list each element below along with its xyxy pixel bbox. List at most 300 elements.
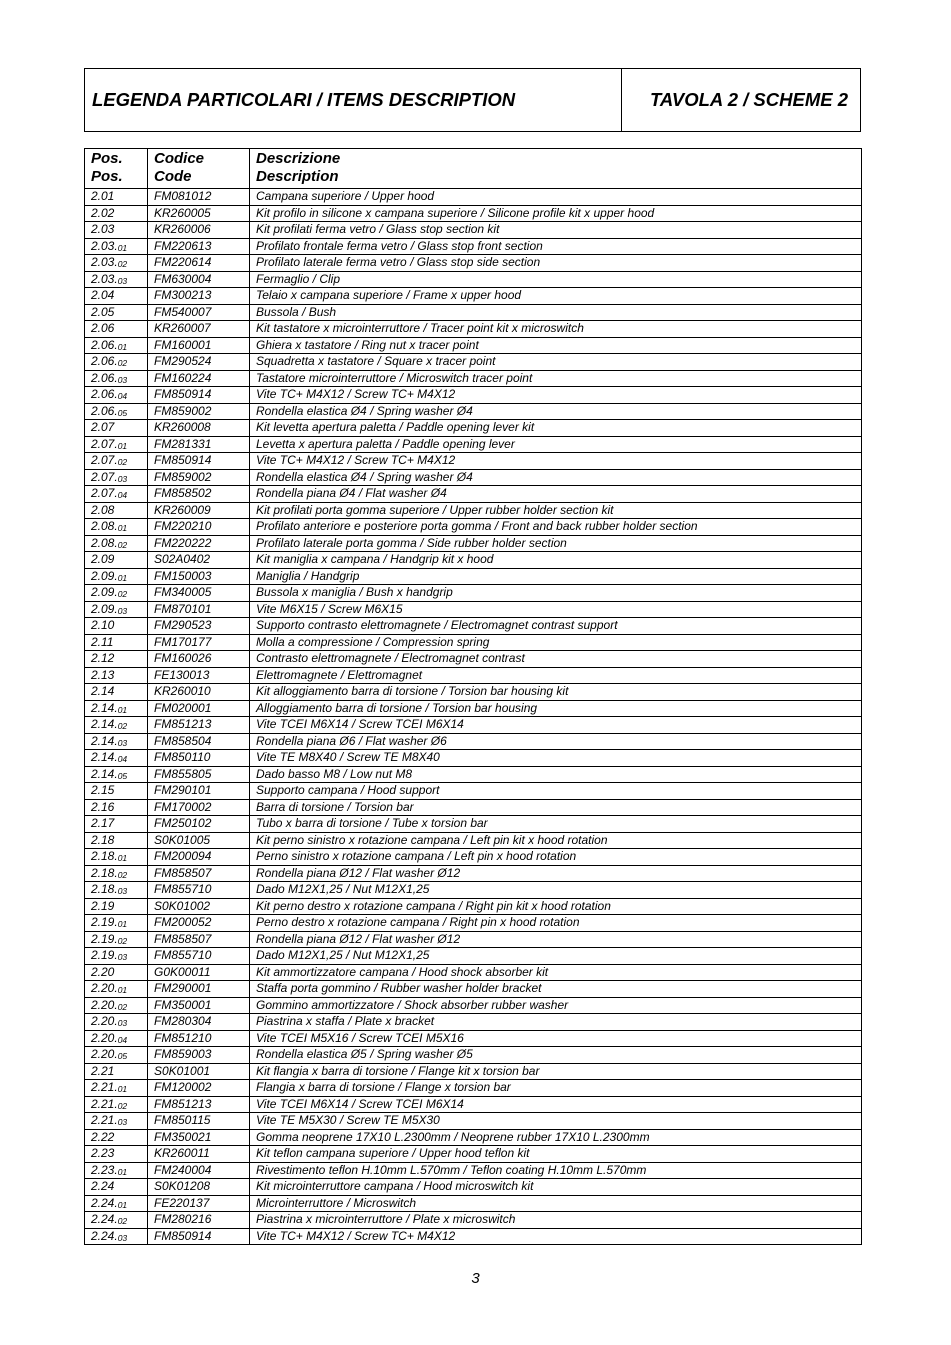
table-row xyxy=(85,486,862,503)
code-cell: FM081012 xyxy=(148,189,250,206)
position-cell xyxy=(85,849,148,866)
table-row xyxy=(85,585,862,602)
position-number: 2.23. xyxy=(91,1162,118,1177)
items-table xyxy=(84,148,862,1245)
code-cell: FM220614 xyxy=(148,255,250,272)
table-row xyxy=(85,552,862,569)
code-cell: KR260008 xyxy=(148,420,250,437)
table-row xyxy=(85,667,862,684)
position-number: 2.21. xyxy=(91,1080,118,1094)
code-cell: S0K01001 xyxy=(148,1063,250,1080)
position-subnumber: 01 xyxy=(117,853,128,863)
position-cell xyxy=(85,981,148,998)
table-row xyxy=(85,733,862,750)
code-cell: FM855805 xyxy=(148,766,250,783)
position-subnumber: 01 xyxy=(117,572,128,583)
position-number: 2.07. xyxy=(91,453,118,467)
code-cell: FM850914 xyxy=(148,1228,250,1245)
position-cell xyxy=(85,502,148,519)
position-number: 2.09. xyxy=(91,585,118,599)
code-cell: FM170177 xyxy=(148,634,250,651)
position-cell xyxy=(85,799,148,816)
table-row xyxy=(85,502,862,519)
code-cell: FM290001 xyxy=(148,981,250,998)
position-number: 2.18. xyxy=(91,849,118,863)
position-cell xyxy=(85,1195,148,1212)
description-cell: Kit profilati porta gomma superiore / Upper rubber holder section kit xyxy=(250,502,862,519)
table-row xyxy=(85,717,862,734)
table-row xyxy=(85,948,862,965)
column-header-pos xyxy=(85,149,148,189)
table-row xyxy=(85,816,862,833)
description-cell: Rondella piana Ø12 / Flat washer Ø12 xyxy=(250,931,862,948)
position-subnumber: 05 xyxy=(117,770,128,781)
position-cell xyxy=(85,766,148,783)
scheme-label: TAVOLA 2 / SCHEME 2 xyxy=(649,89,848,110)
position-cell xyxy=(85,222,148,239)
code-cell: FM850115 xyxy=(148,1113,250,1130)
table-row xyxy=(85,783,862,800)
table-row xyxy=(85,255,862,272)
description-cell: Contrasto elettromagnete / Electromagnet contrast xyxy=(250,651,862,668)
description-cell: Perno destro x rotazione campana / Right pin x hood rotation xyxy=(250,915,862,932)
table-row xyxy=(85,1063,862,1080)
table-header-row xyxy=(85,149,862,189)
description-cell: Ghiera x tastatore / Ring nut x tracer point xyxy=(250,337,862,354)
code-cell: FM540007 xyxy=(148,304,250,321)
position-number: 2.07. xyxy=(91,486,118,500)
position-cell xyxy=(85,205,148,222)
code-cell: KR260011 xyxy=(148,1146,250,1163)
position-subnumber: 03 xyxy=(117,374,128,385)
position-number: 2.19. xyxy=(91,948,118,962)
table-body xyxy=(85,189,862,1245)
description-cell: Kit perno sinistro x rotazione campana / Left pin kit x hood rotation xyxy=(250,832,862,849)
table-row xyxy=(85,1212,862,1229)
position-number: 2.02 xyxy=(91,205,115,220)
position-cell xyxy=(85,519,148,536)
table-row xyxy=(85,238,862,255)
description-cell: Kit alloggiamento barra di torsione / Torsion bar housing kit xyxy=(250,684,862,701)
position-number: 2.14 xyxy=(91,684,115,698)
position-number: 2.18. xyxy=(91,865,118,880)
code-cell: FM850110 xyxy=(148,750,250,767)
position-cell xyxy=(85,634,148,651)
code-cell: FM858502 xyxy=(148,486,250,503)
description-cell: Kit tastatore x microinterruttore / Tracer point kit x microswitch xyxy=(250,321,862,338)
description-cell: Kit flangia x barra di torsione / Flange kit x torsion bar xyxy=(250,1063,862,1080)
table-row xyxy=(85,1080,862,1097)
position-cell xyxy=(85,469,148,486)
code-cell: FM200052 xyxy=(148,915,250,932)
position-number: 2.04 xyxy=(91,288,115,302)
position-number: 2.07. xyxy=(91,469,118,484)
description-cell: Vite TE M5X30 / Screw TE M5X30 xyxy=(250,1113,862,1130)
position-number: 2.21. xyxy=(91,1096,118,1111)
description-cell: Profilato laterale ferma vetro / Glass stop side section xyxy=(250,255,862,272)
code-cell: FM850914 xyxy=(148,453,250,470)
description-cell: Gomma neoprene 17X10 L.2300mm / Neoprene rubber 17X10 L.2300mm xyxy=(250,1129,862,1146)
position-subnumber: 02 xyxy=(117,358,128,368)
position-cell xyxy=(85,189,148,206)
position-subnumber: 01 xyxy=(117,1199,128,1210)
code-cell: S0K01208 xyxy=(148,1179,250,1196)
code-cell: FM290101 xyxy=(148,783,250,800)
table-row xyxy=(85,1146,862,1163)
table-row xyxy=(85,618,862,635)
position-subnumber: 03 xyxy=(117,952,128,962)
code-cell: FM855710 xyxy=(148,948,250,965)
description-cell: Piastrina x microinterruttore / Plate x microswitch xyxy=(250,1212,862,1229)
position-number: 2.14. xyxy=(91,700,118,715)
description-cell: Piastrina x staffa / Plate x bracket xyxy=(250,1014,862,1031)
table-row xyxy=(85,403,862,420)
position-number: 2.06 xyxy=(91,321,115,335)
position-cell xyxy=(85,1030,148,1047)
position-subnumber: 03 xyxy=(117,886,128,896)
description-cell: Tubo x barra di torsione / Tube x torsion bar xyxy=(250,816,862,833)
description-cell: Alloggiamento barra di torsione / Torsion bar housing xyxy=(250,700,862,717)
position-cell xyxy=(85,717,148,734)
code-cell: FM850914 xyxy=(148,387,250,404)
description-cell: Rondella piana Ø4 / Flat washer Ø4 xyxy=(250,486,862,503)
position-subnumber: 02 xyxy=(117,935,128,946)
description-cell: Bussola x maniglia / Bush x handgrip xyxy=(250,585,862,602)
table-row xyxy=(85,568,862,585)
description-cell: Vite TCEI M6X14 / Screw TCEI M6X14 xyxy=(250,1096,862,1113)
position-cell xyxy=(85,931,148,948)
code-cell: S02A0402 xyxy=(148,552,250,569)
position-cell xyxy=(85,733,148,750)
table-row xyxy=(85,1129,862,1146)
position-cell xyxy=(85,1063,148,1080)
position-number: 2.16 xyxy=(91,799,115,814)
description-cell: Kit perno destro x rotazione campana / Right pin kit x hood rotation xyxy=(250,898,862,915)
code-cell: FM870101 xyxy=(148,601,250,618)
position-cell xyxy=(85,288,148,305)
header-code-it: Codice xyxy=(154,150,205,167)
position-cell xyxy=(85,387,148,404)
table-row xyxy=(85,1014,862,1031)
position-subnumber: 01 xyxy=(117,523,128,533)
position-number: 2.07. xyxy=(91,436,118,451)
table-row xyxy=(85,981,862,998)
position-number: 2.14. xyxy=(91,733,118,748)
position-cell xyxy=(85,1162,148,1179)
code-cell: FM220222 xyxy=(148,535,250,552)
table-row xyxy=(85,915,862,932)
code-cell: FM350021 xyxy=(148,1129,250,1146)
code-cell: FM630004 xyxy=(148,271,250,288)
description-cell: Fermaglio / Clip xyxy=(250,271,862,288)
table-row xyxy=(85,882,862,899)
code-cell: FE220137 xyxy=(148,1195,250,1212)
code-cell: FM859002 xyxy=(148,469,250,486)
code-cell: G0K00011 xyxy=(148,964,250,981)
position-number: 2.24. xyxy=(91,1228,118,1243)
table-row xyxy=(85,222,862,239)
position-number: 2.03. xyxy=(91,255,118,269)
table-row xyxy=(85,453,862,470)
position-cell xyxy=(85,370,148,387)
position-number: 2.17 xyxy=(91,816,115,830)
code-cell: FM340005 xyxy=(148,585,250,602)
table-row xyxy=(85,1162,862,1179)
position-number: 2.05 xyxy=(91,304,115,319)
position-cell xyxy=(85,1113,148,1130)
position-cell xyxy=(85,255,148,272)
position-number: 2.06. xyxy=(91,403,118,418)
position-subnumber: 01 xyxy=(117,985,128,995)
code-cell: FM020001 xyxy=(148,700,250,717)
position-cell xyxy=(85,1179,148,1196)
description-cell: Dado basso M8 / Low nut M8 xyxy=(250,766,862,783)
description-cell: Barra di torsione / Torsion bar xyxy=(250,799,862,816)
code-cell: FM851213 xyxy=(148,717,250,734)
position-cell xyxy=(85,403,148,420)
position-cell xyxy=(85,1014,148,1031)
document-header xyxy=(84,68,861,132)
code-cell: FM858507 xyxy=(148,865,250,882)
position-subnumber: 03 xyxy=(117,1232,128,1243)
table-row xyxy=(85,519,862,536)
description-cell: Rondella piana Ø12 / Flat washer Ø12 xyxy=(250,865,862,882)
description-cell: Telaio x campana superiore / Frame x upper hood xyxy=(250,288,862,305)
description-cell: Staffa porta gommino / Rubber washer holder bracket xyxy=(250,981,862,998)
description-cell: Kit ammortizzatore campana / Hood shock absorber kit xyxy=(250,964,862,981)
position-subnumber: 03 xyxy=(117,1117,128,1127)
code-cell: KR260005 xyxy=(148,205,250,222)
code-cell: KR260006 xyxy=(148,222,250,239)
code-cell: FM200094 xyxy=(148,849,250,866)
position-cell xyxy=(85,898,148,915)
position-number: 2.06. xyxy=(91,370,118,385)
table-row xyxy=(85,799,862,816)
position-number: 2.20 xyxy=(91,964,115,979)
position-number: 2.23 xyxy=(91,1146,115,1160)
position-subnumber: 01 xyxy=(117,1166,128,1177)
position-cell xyxy=(85,1228,148,1245)
table-row xyxy=(85,370,862,387)
table-row xyxy=(85,271,862,288)
header-pos-it: Pos. xyxy=(91,150,123,167)
code-cell: KR260007 xyxy=(148,321,250,338)
table-row xyxy=(85,535,862,552)
position-cell xyxy=(85,601,148,618)
code-cell: FM160026 xyxy=(148,651,250,668)
description-cell: Flangia x barra di torsione / Flange x torsion bar xyxy=(250,1080,862,1097)
description-cell: Vite TC+ M4X12 / Screw TC+ M4X12 xyxy=(250,387,862,404)
position-subnumber: 03 xyxy=(117,737,128,748)
position-cell xyxy=(85,964,148,981)
code-cell: FM851213 xyxy=(148,1096,250,1113)
description-cell: Supporto contrasto elettromagnete / Electromagnet contrast support xyxy=(250,618,862,635)
position-cell xyxy=(85,321,148,338)
code-cell: KR260010 xyxy=(148,684,250,701)
position-cell xyxy=(85,832,148,849)
description-cell: Maniglia / Handgrip xyxy=(250,568,862,585)
position-number: 2.19 xyxy=(91,898,115,913)
table-row xyxy=(85,304,862,321)
description-cell: Rondella elastica Ø4 / Spring washer Ø4 xyxy=(250,403,862,420)
position-cell xyxy=(85,618,148,635)
table-row xyxy=(85,469,862,486)
position-cell xyxy=(85,783,148,800)
code-cell: KR260009 xyxy=(148,502,250,519)
position-cell xyxy=(85,1129,148,1146)
position-number: 2.21. xyxy=(91,1113,118,1127)
description-cell: Gommino ammortizzatore / Shock absorber rubber washer xyxy=(250,997,862,1014)
description-cell: Profilato anteriore e posteriore porta gomma / Front and back rubber holder section xyxy=(250,519,862,536)
header-desc-en: Description xyxy=(256,168,339,185)
position-cell xyxy=(85,915,148,932)
header-pos-en: Pos. xyxy=(91,168,123,185)
table-row xyxy=(85,684,862,701)
position-subnumber: 02 xyxy=(117,1216,128,1226)
table-row xyxy=(85,436,862,453)
code-cell: FM290523 xyxy=(148,618,250,635)
code-cell: FM160001 xyxy=(148,337,250,354)
position-number: 2.08. xyxy=(91,519,118,533)
position-subnumber: 03 xyxy=(117,275,128,286)
position-subnumber: 02 xyxy=(117,589,128,599)
table-row xyxy=(85,1047,862,1064)
table-row xyxy=(85,832,862,849)
position-cell xyxy=(85,750,148,767)
position-subnumber: 05 xyxy=(117,1051,128,1061)
position-subnumber: 01 xyxy=(117,341,128,352)
document-title: LEGENDA PARTICOLARI / ITEMS DESCRIPTION xyxy=(85,69,622,131)
description-cell: Perno sinistro x rotazione campana / Left pin x hood rotation xyxy=(250,849,862,866)
description-cell: Vite TC+ M4X12 / Screw TC+ M4X12 xyxy=(250,1228,862,1245)
code-cell: FM220210 xyxy=(148,519,250,536)
description-cell: Rondella piana Ø6 / Flat washer Ø6 xyxy=(250,733,862,750)
position-subnumber: 04 xyxy=(117,391,128,401)
code-cell: FM170002 xyxy=(148,799,250,816)
description-cell: Tastatore microinterruttore / Microswitch tracer point xyxy=(250,370,862,387)
position-subnumber: 02 xyxy=(117,259,128,269)
table-row xyxy=(85,420,862,437)
position-number: 2.14. xyxy=(91,750,118,764)
description-cell: Rondella elastica Ø5 / Spring washer Ø5 xyxy=(250,1047,862,1064)
column-header-code xyxy=(148,149,250,189)
code-cell: FM281331 xyxy=(148,436,250,453)
position-subnumber: 04 xyxy=(117,754,128,764)
table-row xyxy=(85,750,862,767)
column-header-description xyxy=(250,149,862,189)
position-cell xyxy=(85,436,148,453)
position-cell xyxy=(85,1047,148,1064)
table-row xyxy=(85,205,862,222)
position-number: 2.13 xyxy=(91,667,115,682)
position-cell xyxy=(85,1146,148,1163)
position-number: 2.18 xyxy=(91,832,115,847)
position-subnumber: 02 xyxy=(117,1001,128,1012)
table-row xyxy=(85,766,862,783)
code-cell: FM851210 xyxy=(148,1030,250,1047)
description-cell: Rondella elastica Ø4 / Spring washer Ø4 xyxy=(250,469,862,486)
position-cell xyxy=(85,1080,148,1097)
table-row xyxy=(85,337,862,354)
description-cell: Campana superiore / Upper hood xyxy=(250,189,862,206)
table-row xyxy=(85,849,862,866)
table-row xyxy=(85,387,862,404)
table-row xyxy=(85,1179,862,1196)
position-number: 2.09. xyxy=(91,601,118,616)
position-number: 2.06. xyxy=(91,387,118,401)
description-cell: Kit microinterruttore campana / Hood microswitch kit xyxy=(250,1179,862,1196)
position-cell xyxy=(85,304,148,321)
description-cell: Vite TCEI M5X16 / Screw TCEI M5X16 xyxy=(250,1030,862,1047)
position-number: 2.03. xyxy=(91,238,118,253)
code-cell: FM290524 xyxy=(148,354,250,371)
position-cell xyxy=(85,667,148,684)
description-cell: Profilato frontale ferma vetro / Glass stop front section xyxy=(250,238,862,255)
position-cell xyxy=(85,354,148,371)
position-subnumber: 03 xyxy=(117,605,128,616)
description-cell: Supporto campana / Hood support xyxy=(250,783,862,800)
table-row xyxy=(85,997,862,1014)
position-number: 2.03 xyxy=(91,222,115,236)
position-number: 2.09 xyxy=(91,552,115,566)
position-number: 2.03. xyxy=(91,271,118,286)
table-row xyxy=(85,931,862,948)
code-cell: FM300213 xyxy=(148,288,250,305)
position-number: 2.06. xyxy=(91,354,118,368)
position-number: 2.24. xyxy=(91,1195,118,1210)
description-cell: Elettromagnete / Elettromagnet xyxy=(250,667,862,684)
description-cell: Bussola / Bush xyxy=(250,304,862,321)
description-cell: Rivestimento teflon H.10mm L.570mm / Teflon coating H.10mm L.570mm xyxy=(250,1162,862,1179)
position-number: 2.07 xyxy=(91,420,115,434)
description-cell: Vite M6X15 / Screw M6X15 xyxy=(250,601,862,618)
position-number: 2.15 xyxy=(91,783,115,797)
position-cell xyxy=(85,585,148,602)
position-subnumber: 02 xyxy=(117,869,128,880)
code-cell: FM150003 xyxy=(148,568,250,585)
description-cell: Vite TC+ M4X12 / Screw TC+ M4X12 xyxy=(250,453,862,470)
position-number: 2.08. xyxy=(91,535,118,550)
table-row xyxy=(85,321,862,338)
description-cell: Squadretta x tastatore / Square x tracer point xyxy=(250,354,862,371)
position-subnumber: 03 xyxy=(117,473,128,484)
description-cell: Kit levetta apertura paletta / Paddle opening lever kit xyxy=(250,420,862,437)
position-cell xyxy=(85,882,148,899)
description-cell: Dado M12X1,25 / Nut M12X1,25 xyxy=(250,948,862,965)
position-subnumber: 01 xyxy=(117,919,128,929)
position-cell xyxy=(85,1096,148,1113)
position-number: 2.18. xyxy=(91,882,118,896)
position-number: 2.20. xyxy=(91,1047,118,1061)
position-number: 2.14. xyxy=(91,717,118,731)
table-row xyxy=(85,1228,862,1245)
position-number: 2.01 xyxy=(91,189,115,203)
position-cell xyxy=(85,271,148,288)
table-row xyxy=(85,898,862,915)
position-number: 2.24. xyxy=(91,1212,118,1226)
table-row xyxy=(85,1096,862,1113)
position-cell xyxy=(85,816,148,833)
position-number: 2.20. xyxy=(91,1014,118,1028)
code-cell: FM280216 xyxy=(148,1212,250,1229)
table-row xyxy=(85,1113,862,1130)
position-number: 2.19. xyxy=(91,931,118,946)
position-number: 2.06. xyxy=(91,337,118,352)
code-cell: FM250102 xyxy=(148,816,250,833)
header-desc-it: Descrizione xyxy=(256,150,341,167)
position-number: 2.22 xyxy=(91,1129,115,1144)
description-cell: Kit maniglia x campana / Handgrip kit x hood xyxy=(250,552,862,569)
